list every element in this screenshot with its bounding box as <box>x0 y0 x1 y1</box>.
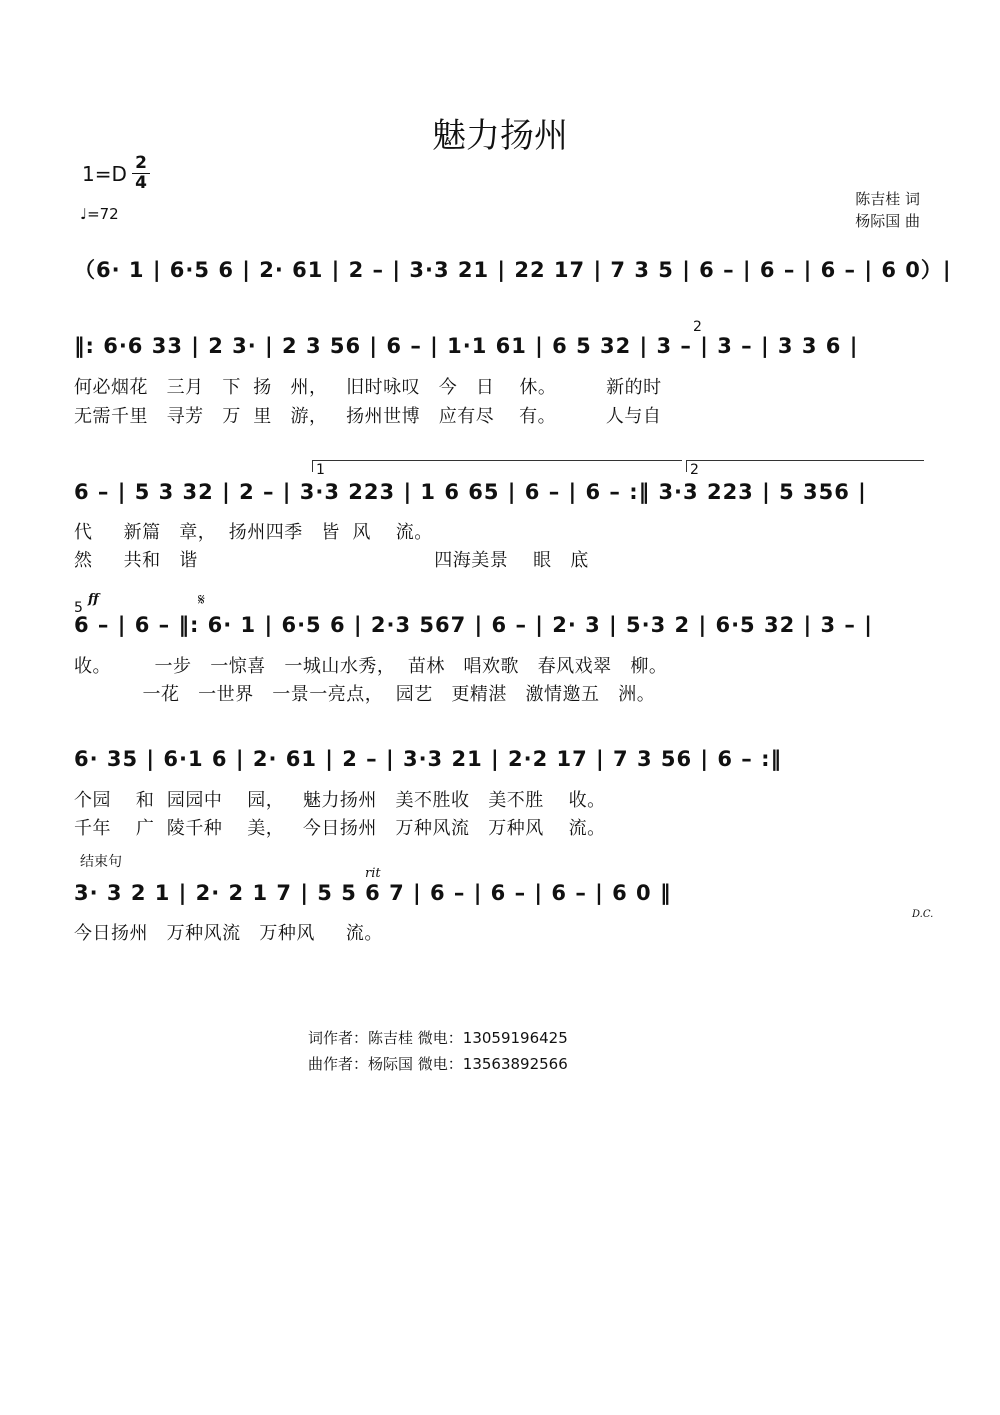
system-5-notes: 6· 35 | 6·1 6 | 2· 61 | 2 – | 3·3 21 | 2·2 17 | 7 3 56 | 6 – :‖ <box>74 747 783 771</box>
volta-bracket-1 <box>312 460 682 461</box>
system-1-notes: （6· 1 | 6·5 6 | 2· 61 | 2 – | 3·3 21 | 22 17 | 7 3 5 | 6 – | 6 – | 6 – | 6 0）| <box>74 258 952 282</box>
system-6-notes: 3· 3 2 1 | 2· 2 1 7 | 5 5 6 7 | 6 – | 6 – | 6 – | 6 0 ‖ <box>74 881 672 905</box>
volta-bracket-1-edge <box>312 460 313 472</box>
system-3-notes: 6 – | 5 3 32 | 2 – | 3·3 223 | 1 6 65 | 6 – | 6 – :‖ 3·3 223 | 5 356 | <box>74 480 867 504</box>
system-2-notes: ‖: 6·6 33 | 2 3· | 2 3 56 | 6 – | 1·1 61 | 6 5 32 | 3 – | 3 – | 3 3 6 | <box>74 334 859 358</box>
ending-label: 结束句 <box>80 854 122 870</box>
volta-1-label: 1 <box>316 462 325 478</box>
system-2-lyric-verse-1: 何必烟花 三月 下 扬 州， 旧时咏叹 今 日 休。 新的时 <box>74 377 662 398</box>
footer-lyricist-contact: 词作者：陈吉桂 微电：13059196425 <box>308 1029 568 1047</box>
system-5-lyric-verse-2: 千年 广 陵千种 美， 今日扬州 万种风流 万种风 流。 <box>74 818 606 839</box>
segno-sign: 𝄋 <box>198 590 205 609</box>
composer-credit: 杨际国 曲 <box>855 212 920 230</box>
ritardando-mark: rit <box>365 866 381 881</box>
system-4-lyric-verse-2: 一花 一世界 一景一亮点， 园艺 更精湛 激情邀五 洲。 <box>74 684 656 705</box>
system-4-notes: 6 – | 6 – ‖: 6· 1 | 6·5 6 | 2·3 567 | 6 – | 2· 3 | 5·3 2 | 6·5 32 | 3 – | <box>74 613 873 637</box>
time-signature-bottom: 4 <box>132 173 150 193</box>
breath-mark-2: 5 <box>74 600 83 616</box>
system-3-lyric-verse-2: 然 共和 谐 四海美景 眼 底 <box>74 550 589 571</box>
volta-bracket-2-edge <box>686 460 687 472</box>
key-signature: 1=D <box>82 162 127 186</box>
da-capo-mark: D.C. <box>912 909 934 920</box>
system-4-lyric-verse-1: 收。 一步 一惊喜 一城山水秀， 苗林 唱欢歌 春风戏翠 柳。 <box>74 656 668 677</box>
system-3-lyric-verse-1: 代 新篇 章， 扬州四季 皆 风 流。 <box>74 522 433 543</box>
lyricist-credit: 陈吉桂 词 <box>855 190 920 208</box>
volta-2-label: 2 <box>690 462 699 478</box>
time-signature <box>132 154 150 193</box>
time-signature-top: 2 <box>135 153 147 173</box>
tempo-marking: ♩=72 <box>80 205 119 223</box>
system-2-lyric-verse-2: 无需千里 寻芳 万 里 游， 扬州世博 应有尽 有。 人与自 <box>74 406 662 427</box>
dynamic-ff: ff <box>88 592 99 607</box>
page-title: 魅力扬州 <box>432 116 568 156</box>
footer-composer-contact: 曲作者：杨际国 微电：13563892566 <box>308 1055 568 1073</box>
system-5-lyric-verse-1: 个园 和 园园中 园， 魅力扬州 美不胜收 美不胜 收。 <box>74 790 606 811</box>
system-6-lyric: 今日扬州 万种风流 万种风 流。 <box>74 923 383 944</box>
volta-bracket-2 <box>686 460 924 461</box>
breath-mark-1: 2 <box>693 319 702 335</box>
